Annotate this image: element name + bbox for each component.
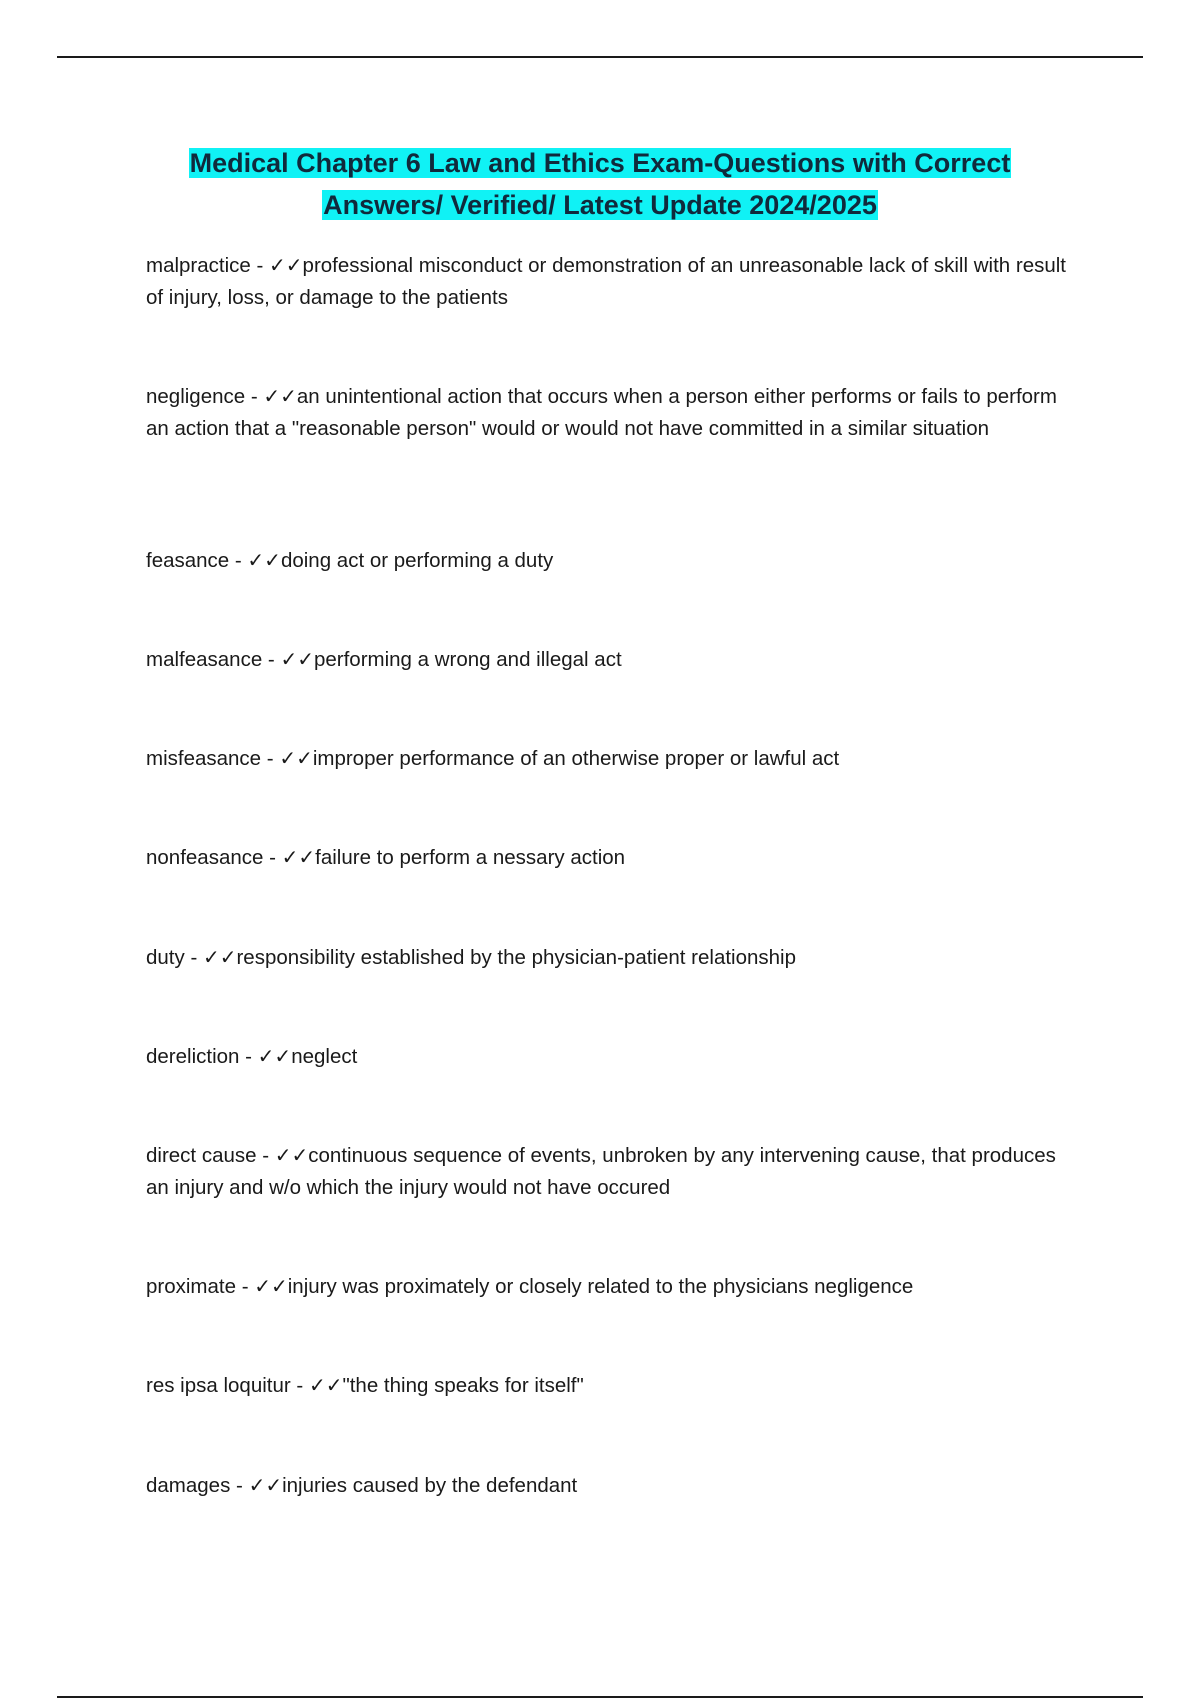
term: negligence — [146, 385, 246, 408]
list-item — [146, 1040, 1066, 1073]
definition: doing act or performing a duty — [280, 549, 554, 572]
double-check-icon: ✓✓ — [269, 253, 303, 277]
double-check-icon: ✓✓ — [308, 1373, 343, 1397]
separator: - — [290, 1374, 309, 1397]
separator: - — [261, 747, 280, 770]
title-line-2: Answers/ Verified/ Latest Update 2024/2025 — [323, 190, 877, 220]
double-check-icon: ✓✓ — [263, 384, 297, 408]
definition: professional misconduct or demonstration of an unreasonable lack of skill with result of injury, loss, or damage to the patients — [146, 254, 1066, 309]
definition: an unintentional action that occurs when a person either performs or fails to perform an action that a "reasonable person" would or would not have committed in a similar situation — [146, 385, 1057, 440]
separator: - — [263, 846, 282, 869]
double-check-icon: ✓✓ — [274, 1143, 309, 1167]
term: misfeasance — [146, 747, 262, 770]
definition: neglect — [291, 1045, 358, 1068]
double-check-icon: ✓✓ — [247, 548, 281, 572]
term: nonfeasance — [146, 846, 264, 869]
list-item — [146, 1270, 1066, 1303]
separator: - — [230, 1474, 249, 1497]
term: proximate — [146, 1275, 237, 1298]
definition: performing a wrong and illegal act — [313, 648, 622, 671]
list-item — [146, 380, 1066, 445]
double-check-icon: ✓✓ — [279, 746, 313, 770]
separator: - — [250, 254, 270, 277]
double-check-icon: ✓✓ — [254, 1274, 288, 1298]
double-check-icon: ✓✓ — [281, 845, 316, 869]
definition: "the thing speaks for itself" — [342, 1374, 584, 1397]
term: duty — [146, 946, 185, 969]
term: res ipsa loquitur — [146, 1374, 291, 1397]
double-check-icon: ✓✓ — [280, 647, 314, 671]
list-item — [146, 1139, 1066, 1204]
definition: injuries caused by the defendant — [282, 1474, 578, 1497]
list-item — [146, 1369, 1066, 1402]
list-item — [146, 941, 1066, 974]
separator: - — [236, 1275, 255, 1298]
title-line-1: Medical Chapter 6 Law and Ethics Exam-Questions with Correct — [189, 148, 1011, 178]
separator: - — [256, 1144, 275, 1167]
double-check-icon: ✓✓ — [202, 945, 237, 969]
double-check-icon: ✓✓ — [248, 1473, 283, 1497]
separator: - — [262, 648, 281, 671]
separator: - — [239, 1045, 258, 1068]
definition: failure to perform a nessary action — [315, 846, 626, 869]
list-item — [146, 742, 1066, 775]
term: feasance — [146, 549, 230, 572]
term: damages — [146, 1474, 231, 1497]
definition: improper performance of an otherwise proper or lawful act — [312, 747, 840, 770]
bottom-rule — [57, 1696, 1143, 1698]
definition: injury was proximately or closely related to the physicians negligence — [287, 1275, 914, 1298]
term: dereliction — [146, 1045, 240, 1068]
top-rule — [57, 56, 1143, 58]
list-item — [146, 249, 1066, 314]
separator: - — [184, 946, 203, 969]
double-check-icon: ✓✓ — [257, 1044, 292, 1068]
term: direct cause — [146, 1144, 257, 1167]
list-item — [146, 544, 1066, 577]
separator: - — [229, 549, 248, 572]
list-item — [146, 643, 1066, 676]
definition: continuous sequence of events, unbroken by any intervening cause, that produces an injury and w/o which the injury would not have occured — [146, 1144, 1056, 1199]
document-title — [120, 142, 1080, 226]
definition: responsibility established by the physician-patient relationship — [236, 946, 797, 969]
list-item — [146, 1469, 1066, 1502]
term: malpractice — [146, 254, 251, 277]
separator: - — [245, 385, 264, 408]
list-item — [146, 841, 1066, 874]
term: malfeasance — [146, 648, 263, 671]
